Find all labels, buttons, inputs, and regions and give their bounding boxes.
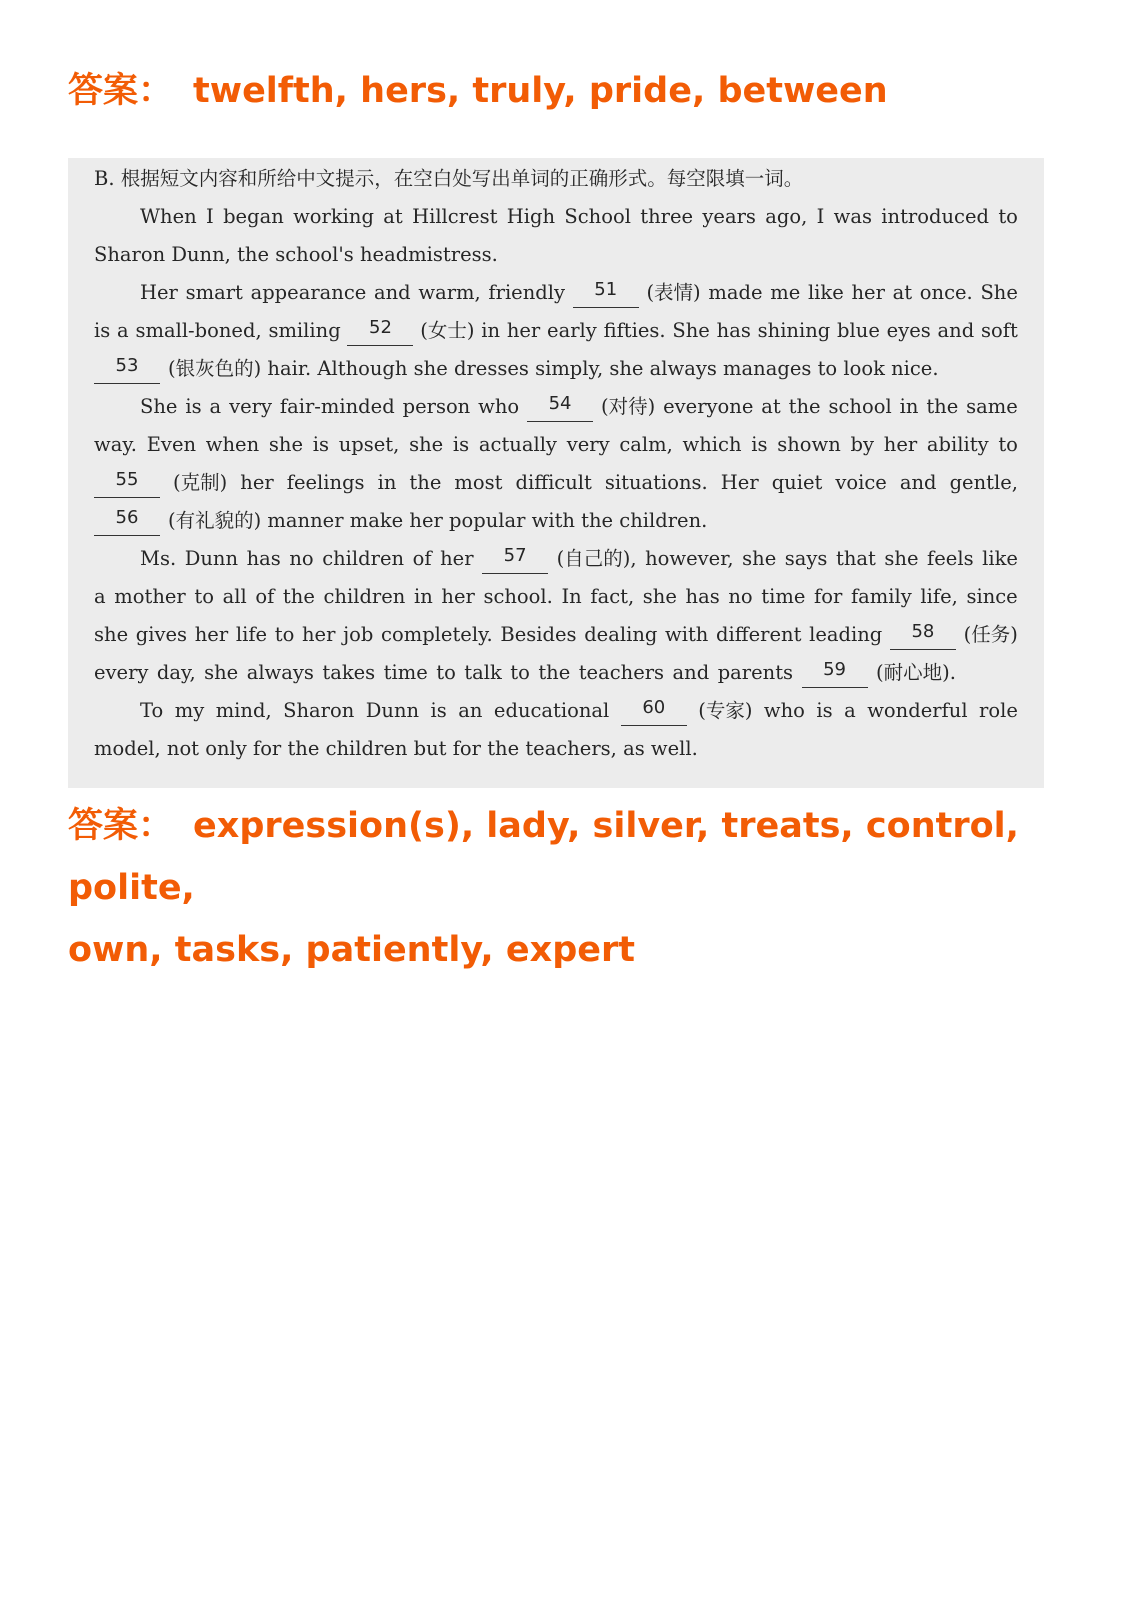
word: with bbox=[665, 623, 709, 646]
word: her bbox=[506, 319, 541, 342]
word: quiet bbox=[771, 471, 823, 494]
word: says bbox=[784, 547, 828, 570]
word: a bbox=[844, 699, 856, 722]
word: of bbox=[255, 585, 275, 608]
word: however, bbox=[645, 547, 734, 570]
p1-line1 bbox=[140, 202, 1018, 232]
p5-line2: model, not only for the children but for the teachers, as well. bbox=[94, 737, 698, 760]
p4-line3 bbox=[94, 620, 1018, 650]
word: her bbox=[851, 281, 885, 304]
word: always bbox=[246, 661, 314, 684]
blank-54: 54 bbox=[527, 392, 593, 422]
word: very bbox=[229, 395, 272, 418]
word: in bbox=[899, 395, 919, 418]
word: no bbox=[289, 547, 314, 570]
word: she bbox=[884, 547, 919, 570]
blank-56: 56 bbox=[94, 506, 160, 536]
word: children bbox=[322, 547, 405, 570]
word: I bbox=[206, 205, 214, 228]
word: to bbox=[274, 623, 295, 646]
word: leading bbox=[809, 623, 883, 646]
word: which bbox=[682, 433, 742, 456]
word: is bbox=[185, 395, 202, 418]
word: school bbox=[828, 395, 892, 418]
word: has bbox=[246, 547, 281, 570]
word: an bbox=[458, 699, 483, 722]
p2-line2 bbox=[94, 316, 1018, 346]
word: and bbox=[672, 661, 710, 684]
p3-line2 bbox=[94, 430, 1018, 460]
answer-block-1 bbox=[68, 60, 1068, 122]
word: calm, bbox=[619, 433, 673, 456]
word: smiling bbox=[268, 319, 341, 342]
word: ago, bbox=[765, 205, 808, 228]
word: working bbox=[293, 205, 374, 228]
word: is bbox=[430, 699, 447, 722]
blank-58: 58 bbox=[890, 620, 956, 650]
word: (克制) bbox=[173, 471, 228, 494]
word: she bbox=[742, 547, 777, 570]
exercise-scan bbox=[68, 158, 1044, 788]
word: her bbox=[441, 585, 475, 608]
word: her bbox=[883, 433, 918, 456]
word: actually bbox=[478, 433, 557, 456]
word: when bbox=[205, 433, 260, 456]
word: by bbox=[850, 433, 875, 456]
word: smart bbox=[185, 281, 243, 304]
word: soft bbox=[981, 319, 1018, 342]
word: day, bbox=[156, 661, 196, 684]
word: is bbox=[312, 433, 329, 456]
word: my bbox=[174, 699, 205, 722]
word: has bbox=[716, 319, 751, 342]
word: the bbox=[409, 471, 442, 494]
p5-line1 bbox=[140, 696, 1018, 726]
word: Dunn bbox=[184, 547, 239, 570]
word: school. bbox=[483, 585, 553, 608]
word: a bbox=[94, 585, 106, 608]
word: her bbox=[440, 547, 474, 570]
word: everyone bbox=[663, 395, 754, 418]
word: very bbox=[566, 433, 610, 456]
word: Even bbox=[146, 433, 197, 456]
word: her bbox=[302, 623, 336, 646]
p3-line1 bbox=[140, 392, 1018, 422]
blank-57: 57 bbox=[482, 544, 548, 574]
word: completely. bbox=[381, 623, 493, 646]
word: mother bbox=[114, 585, 186, 608]
word: time bbox=[761, 585, 806, 608]
answer-line-2a bbox=[68, 795, 1068, 919]
word: ability bbox=[926, 433, 989, 456]
word: introduced bbox=[881, 205, 989, 228]
word: and bbox=[937, 319, 975, 342]
answer-block-2 bbox=[68, 795, 1068, 981]
word: like bbox=[982, 547, 1018, 570]
word: time bbox=[383, 661, 428, 684]
word: three bbox=[640, 205, 694, 228]
word: at bbox=[761, 395, 781, 418]
word: Dunn bbox=[365, 699, 420, 722]
word: person bbox=[402, 395, 471, 418]
word: gives bbox=[135, 623, 188, 646]
blank-59: 59 bbox=[802, 658, 868, 688]
word: most bbox=[454, 471, 503, 494]
p3-line3 bbox=[94, 468, 1018, 498]
word: parents bbox=[717, 661, 794, 684]
word: the bbox=[788, 395, 821, 418]
word: a bbox=[209, 395, 222, 418]
word: who bbox=[763, 699, 805, 722]
word: she bbox=[94, 623, 129, 646]
word: no bbox=[728, 585, 753, 608]
p4-line4 bbox=[94, 658, 956, 688]
word: (自己的), bbox=[556, 547, 637, 570]
word: same bbox=[966, 395, 1018, 418]
word: In bbox=[561, 585, 582, 608]
word: is bbox=[94, 319, 111, 342]
answer-label: 答案： bbox=[68, 71, 174, 111]
word: different bbox=[716, 623, 802, 646]
word: School bbox=[564, 205, 631, 228]
word: and bbox=[374, 281, 411, 304]
word: a bbox=[117, 319, 129, 342]
word: life bbox=[235, 623, 268, 646]
word: has bbox=[685, 585, 720, 608]
word: who bbox=[478, 395, 520, 418]
word: takes bbox=[322, 661, 376, 684]
word: children bbox=[323, 585, 406, 608]
word: feelings bbox=[286, 471, 365, 494]
word: I bbox=[816, 205, 825, 228]
word: fact, bbox=[590, 585, 635, 608]
answer-label: 答案： bbox=[68, 806, 174, 846]
word: to bbox=[510, 661, 530, 684]
word: to bbox=[998, 205, 1018, 228]
word: the bbox=[282, 585, 315, 608]
word: that bbox=[835, 547, 876, 570]
word: small-boned, bbox=[135, 319, 262, 342]
blank-55: 55 bbox=[94, 468, 160, 498]
word: mind, bbox=[215, 699, 272, 722]
word: life, bbox=[920, 585, 958, 608]
word: began bbox=[223, 205, 284, 228]
word: is bbox=[816, 699, 833, 722]
word: Sharon bbox=[283, 699, 355, 722]
word: situations. bbox=[604, 471, 708, 494]
word: (任务) bbox=[963, 623, 1018, 646]
word: shown bbox=[777, 433, 841, 456]
word: appearance bbox=[250, 281, 367, 304]
word: once. bbox=[919, 281, 973, 304]
word: Hillcrest bbox=[412, 205, 498, 228]
word: friendly bbox=[488, 281, 566, 304]
word: Her bbox=[720, 471, 759, 494]
word: upset, bbox=[338, 433, 400, 456]
word: feels bbox=[927, 547, 974, 570]
word: eyes bbox=[886, 319, 931, 342]
word: was bbox=[833, 205, 872, 228]
word: made bbox=[708, 281, 763, 304]
word: early bbox=[547, 319, 597, 342]
word: (表情) bbox=[646, 281, 701, 304]
word: in bbox=[481, 319, 501, 342]
word: me bbox=[770, 281, 801, 304]
word: fair-minded bbox=[279, 395, 395, 418]
word: like bbox=[807, 281, 844, 304]
word: wonderful bbox=[867, 699, 968, 722]
word: teachers bbox=[578, 661, 665, 684]
word: fifties. bbox=[603, 319, 666, 342]
word: She bbox=[980, 281, 1018, 304]
answer-text-2a: expression(s), lady, silver, treats, control, polite, bbox=[68, 806, 1019, 908]
word: years bbox=[702, 205, 756, 228]
word: (耐心地). bbox=[876, 661, 956, 684]
word: to bbox=[436, 661, 456, 684]
word: difficult bbox=[515, 471, 592, 494]
word: educational bbox=[493, 699, 610, 722]
word: She bbox=[140, 395, 178, 418]
word: talk bbox=[464, 661, 502, 684]
p2-line1 bbox=[140, 278, 1018, 308]
word: in bbox=[377, 471, 397, 494]
p4-line1 bbox=[140, 544, 1018, 574]
word: since bbox=[966, 585, 1018, 608]
word: (对待) bbox=[600, 395, 656, 418]
word: is bbox=[452, 433, 470, 456]
answer-text-2b: own, tasks, patiently, expert bbox=[68, 930, 636, 970]
word: she bbox=[409, 433, 444, 456]
word: dealing bbox=[584, 623, 658, 646]
word: and bbox=[899, 471, 937, 494]
word: she bbox=[268, 433, 303, 456]
word: every bbox=[94, 661, 149, 684]
word: warm, bbox=[418, 281, 481, 304]
word: She bbox=[672, 319, 710, 342]
word: gentle, bbox=[949, 471, 1018, 494]
word: way. bbox=[94, 433, 137, 456]
word: her bbox=[240, 471, 274, 494]
word: the bbox=[538, 661, 571, 684]
word: Besides bbox=[500, 623, 577, 646]
word: for bbox=[814, 585, 843, 608]
word: job bbox=[343, 623, 374, 646]
word: shining bbox=[757, 319, 831, 342]
word: voice bbox=[835, 471, 887, 494]
word: the bbox=[926, 395, 959, 418]
instruction: B. 根据短文内容和所给中文提示，在空白处写出单词的正确形式。每空限填一词。 bbox=[94, 167, 804, 190]
word: role bbox=[979, 699, 1018, 722]
p3-line4: 56 (有礼貌的) manner make her popular with the children. bbox=[94, 506, 1018, 536]
blank-51: 51 bbox=[573, 278, 639, 308]
word: of bbox=[412, 547, 432, 570]
word: to bbox=[194, 585, 214, 608]
word: her bbox=[194, 623, 229, 646]
word: To bbox=[140, 699, 164, 722]
word: blue bbox=[837, 319, 880, 342]
p2-line3: 53 (银灰色的) hair. Although she dresses simply, she always manages to look nice. bbox=[94, 354, 1018, 384]
word: all bbox=[222, 585, 247, 608]
blank-53: 53 bbox=[94, 354, 160, 384]
blank-52: 52 bbox=[347, 316, 413, 346]
word: she bbox=[642, 585, 677, 608]
word: at bbox=[383, 205, 403, 228]
word: (专家) bbox=[698, 699, 753, 722]
word: in bbox=[413, 585, 433, 608]
word: to bbox=[998, 433, 1018, 456]
word: family bbox=[850, 585, 912, 608]
word: (女士) bbox=[420, 319, 475, 342]
word: Her bbox=[140, 281, 178, 304]
word: is bbox=[751, 433, 768, 456]
answer-text-1: twelfth, hers, truly, pride, between bbox=[193, 71, 888, 111]
word: High bbox=[506, 205, 556, 228]
blank-60: 60 bbox=[621, 696, 687, 726]
word: Ms. bbox=[140, 547, 177, 570]
word: she bbox=[204, 661, 239, 684]
word: at bbox=[892, 281, 913, 304]
p4-line2 bbox=[94, 582, 1018, 612]
p1-line2: Sharon Dunn, the school's headmistress. bbox=[94, 243, 498, 266]
word: When bbox=[140, 205, 197, 228]
